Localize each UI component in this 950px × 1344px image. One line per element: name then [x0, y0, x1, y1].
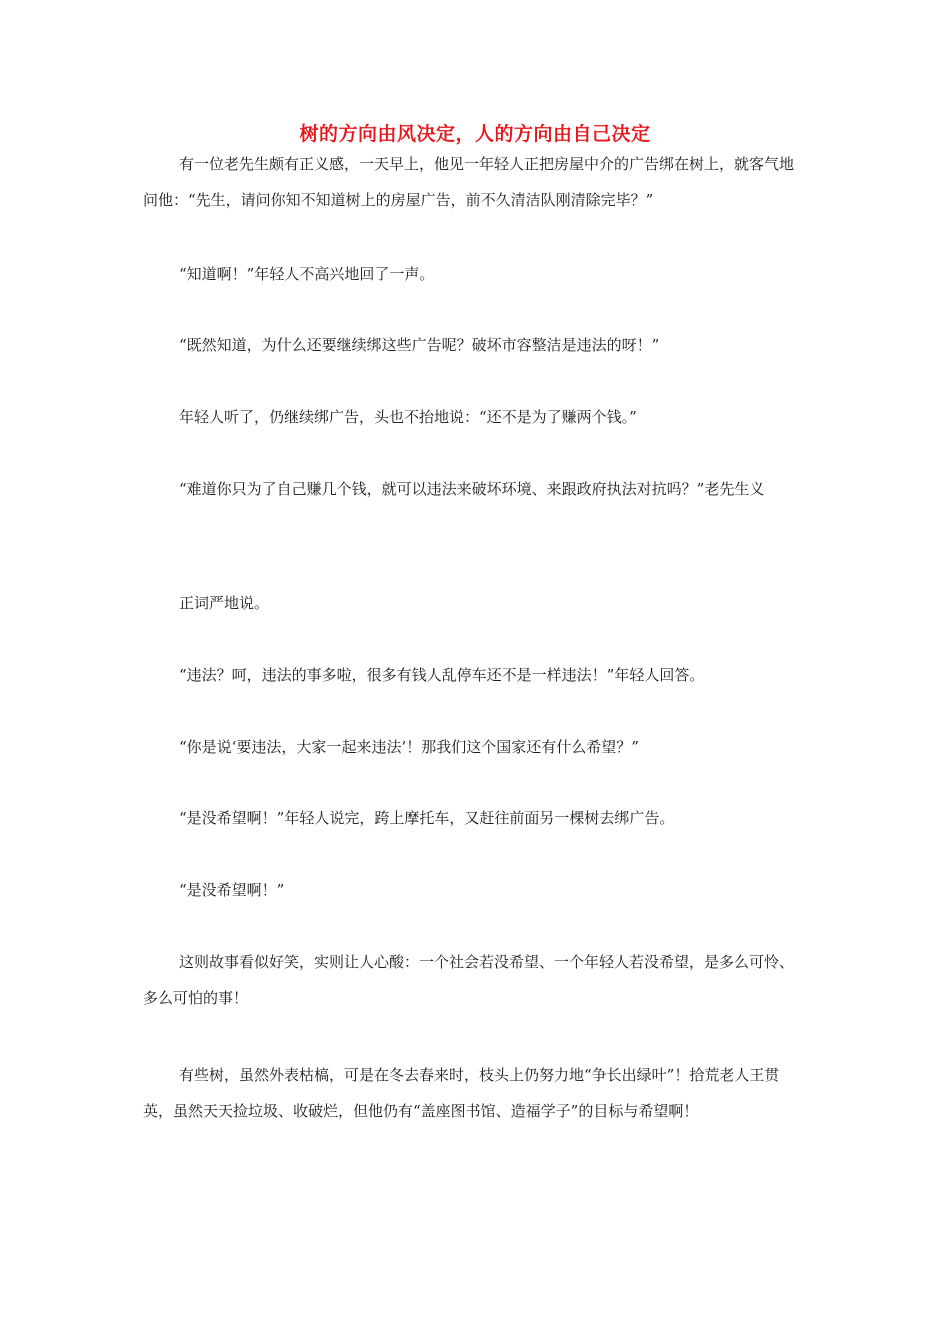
paragraph-12: 有些树，虽然外表枯槁，可是在冬去春来时，枝头上仍努力地“争长出绿叶”！拾荒老人王贯英，虽然天天捡垃圾、收破烂，但他仍有“盖座图书馆、造福学子”的目标与希望啊！ [143, 1066, 780, 1120]
paragraph-2: “知道啊！”年轻人不高兴地回了一声。 [179, 265, 435, 283]
paragraph-6: 正词严地说。 [179, 594, 270, 612]
paragraph-1: 有一位老先生颇有正义感，一天早上，他见一年轻人正把房屋中介的广告绑在树上，就客气地问他：“先生，请问你知不知道树上的房屋广告，前不久清洁队刚清除完毕？” [143, 155, 795, 209]
paragraph-3: “既然知道，为什么还要继续绑这些广告呢？破坏市容整洁是违法的呀！” [179, 336, 660, 354]
article-title: 树的方向由风决定，人的方向由自己决定 [299, 123, 651, 145]
paragraph-7: “违法？呵，违法的事多啦，很多有钱人乱停车还不是一样违法！”年轻人回答。 [179, 666, 705, 684]
paragraph-5: “难道你只为了自己赚几个钱，就可以违法来破坏环境、来跟政府执法对抗吗？”老先生义 [179, 480, 765, 498]
paragraph-8: “你是说‘要违法，大家一起来违法’！那我们这个国家还有什么希望？” [179, 738, 639, 756]
paragraph-11: 这则故事看似好笑，实则让人心酸：一个社会若没希望、一个年轻人若没希望，是多么可怜、多么可怕的事！ [143, 953, 795, 1007]
paragraph-4: 年轻人听了，仍继续绑广告，头也不抬地说：“还不是为了赚两个钱。” [179, 408, 637, 426]
paragraph-9: “是没希望啊！”年轻人说完，跨上摩托车，又赶往前面另一棵树去绑广告。 [179, 809, 675, 827]
paragraph-10: “是没希望啊！” [179, 881, 285, 899]
